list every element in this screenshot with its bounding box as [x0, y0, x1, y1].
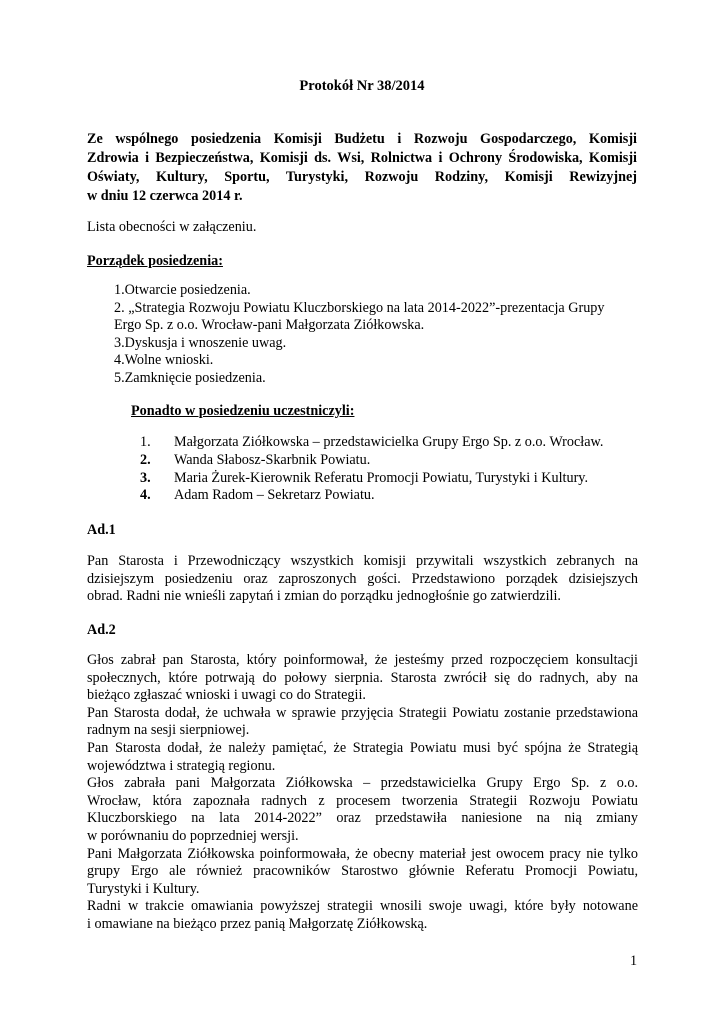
ad2-line: społecznych, które potrwają do połowy sierpnia. Starosta zwrócił się do radnych, aby na [87, 669, 638, 686]
ad1-paragraph [87, 553, 638, 606]
ad1-line: obrad. Radni nie wnieśli zapytań i zmian do porządku jednogłośnie go zatwierdzili. [87, 588, 561, 605]
participant-number: 2. [140, 451, 151, 468]
ad2-line: radnym na sesji sierpniowej. [87, 722, 250, 739]
agenda-item: 3.Dyskusja i wnoszenie uwag. [114, 334, 287, 351]
participant-name: Wanda Słabosz-Skarbnik Powiatu. [174, 451, 371, 468]
participant-name: Maria Żurek-Kierownik Referatu Promocji Powiatu, Turystyki i Kultury. [174, 469, 589, 486]
ad2-line: Radni w trakcie omawiania powyższej strategii wnosili swoje uwagi, które były notowane [87, 898, 638, 915]
agenda-item: 5.Zamknięcie posiedzenia. [114, 369, 266, 386]
page-number: 1 [630, 953, 638, 969]
ad2-line: Turystyki i Kultury. [87, 880, 200, 897]
agenda-heading: Porządek posiedzenia: [87, 253, 223, 269]
ad2-line: Wrocław, która zapoznała radnych z procesem tworzenia Strategii Rozwoju Powiatu [87, 792, 638, 809]
participants-list [140, 434, 603, 505]
ad1-heading: Ad.1 [87, 522, 116, 538]
ad1-line: Pan Starosta i Przewodniczący wszystkich komisji przywitali wszystkich zebranych na [87, 553, 638, 569]
ad2-line: Pan Starosta dodał, że należy pamiętać, że Strategia Powiatu musi być spójna że Strategią [87, 739, 638, 756]
agenda-item: Ergo Sp. z o.o. Wrocław-pani Małgorzata Ziółkowska. [114, 317, 425, 333]
ad2-line: Głos zabrała pani Małgorzata Ziółkowska – przedstawicielka Grupy Ergo Sp. z o.o. [87, 775, 638, 792]
participant-number: 1. [140, 434, 151, 450]
heading-line: Oświaty, Kultury, Sportu, Turystyki, Rozwoju Rodziny, Komisji Rewizyjnej [87, 169, 637, 185]
ad2-paragraph [87, 652, 638, 934]
participant-name: Małgorzata Ziółkowska – przedstawicielka Grupy Ergo Sp. z o.o. Wrocław. [174, 434, 604, 450]
meeting-heading [87, 130, 637, 206]
ad1-line: dzisiejszym posiedzeniu oraz zaproszonych gości. Przedstawiono porządek dzisiejszych [87, 570, 638, 587]
participants-heading: Ponadto w posiedzeniu uczestniczyli: [131, 403, 355, 419]
participant-name: Adam Radom – Sekretarz Powiatu. [174, 487, 375, 504]
ad2-line: i omawiane na bieżąco przez panią Małgorzatę Ziółkowską. [87, 915, 428, 932]
participant-number: 4. [140, 487, 151, 504]
attendance-note: Lista obecności w załączeniu. [87, 219, 257, 235]
participant-row [140, 452, 603, 470]
participant-row [140, 470, 603, 488]
ad2-line: bieżąco zgłaszać wnioski i uwagi co do Strategii. [87, 687, 366, 704]
participant-number: 3. [140, 469, 151, 486]
ad2-line: w porównaniu do poprzedniej wersji. [87, 827, 299, 844]
participant-row [140, 434, 603, 452]
ad2-line: województwa i strategią regionu. [87, 757, 276, 774]
heading-line: w dniu 12 czerwca 2014 r. [87, 188, 243, 204]
heading-line: Zdrowia i Bezpieczeństwa, Komisji ds. Wsi, Rolnictwa i Ochrony Środowiska, Komisji [87, 150, 637, 166]
ad2-line: Kluczborskiego na lata 2014-2022” oraz przedstawiła naniesione na nią zmiany [87, 810, 638, 827]
ad2-line: grupy Ergo ale również pracowników Starostwo głównie Referatu Promocji Powiatu, [87, 863, 638, 880]
participant-row [140, 487, 603, 505]
agenda-list [114, 282, 644, 387]
agenda-item: 1.Otwarcie posiedzenia. [114, 282, 251, 298]
heading-line: Ze wspólnego posiedzenia Komisji Budżetu i Rozwoju Gospodarczego, Komisji [87, 131, 637, 147]
ad2-line: Pani Małgorzata Ziółkowska poinformowała, że obecny materiał jest owocem pracy nie tylko [87, 845, 638, 862]
ad2-heading: Ad.2 [87, 622, 116, 638]
agenda-item: 4.Wolne wnioski. [114, 352, 214, 368]
ad2-line: Pan Starosta dodał, że uchwała w sprawie przyjęcia Strategii Powiatu zostanie przedstawiona [87, 704, 638, 721]
agenda-item: 2. „Strategia Rozwoju Powiatu Kluczborskiego na lata 2014-2022”-prezentacja Grupy [114, 299, 605, 316]
ad2-line: Głos zabrał pan Starosta, który poinformował, że jesteśmy przed rozpoczęciem konsultacji [87, 652, 638, 668]
document-title: Protokół Nr 38/2014 [299, 78, 425, 94]
